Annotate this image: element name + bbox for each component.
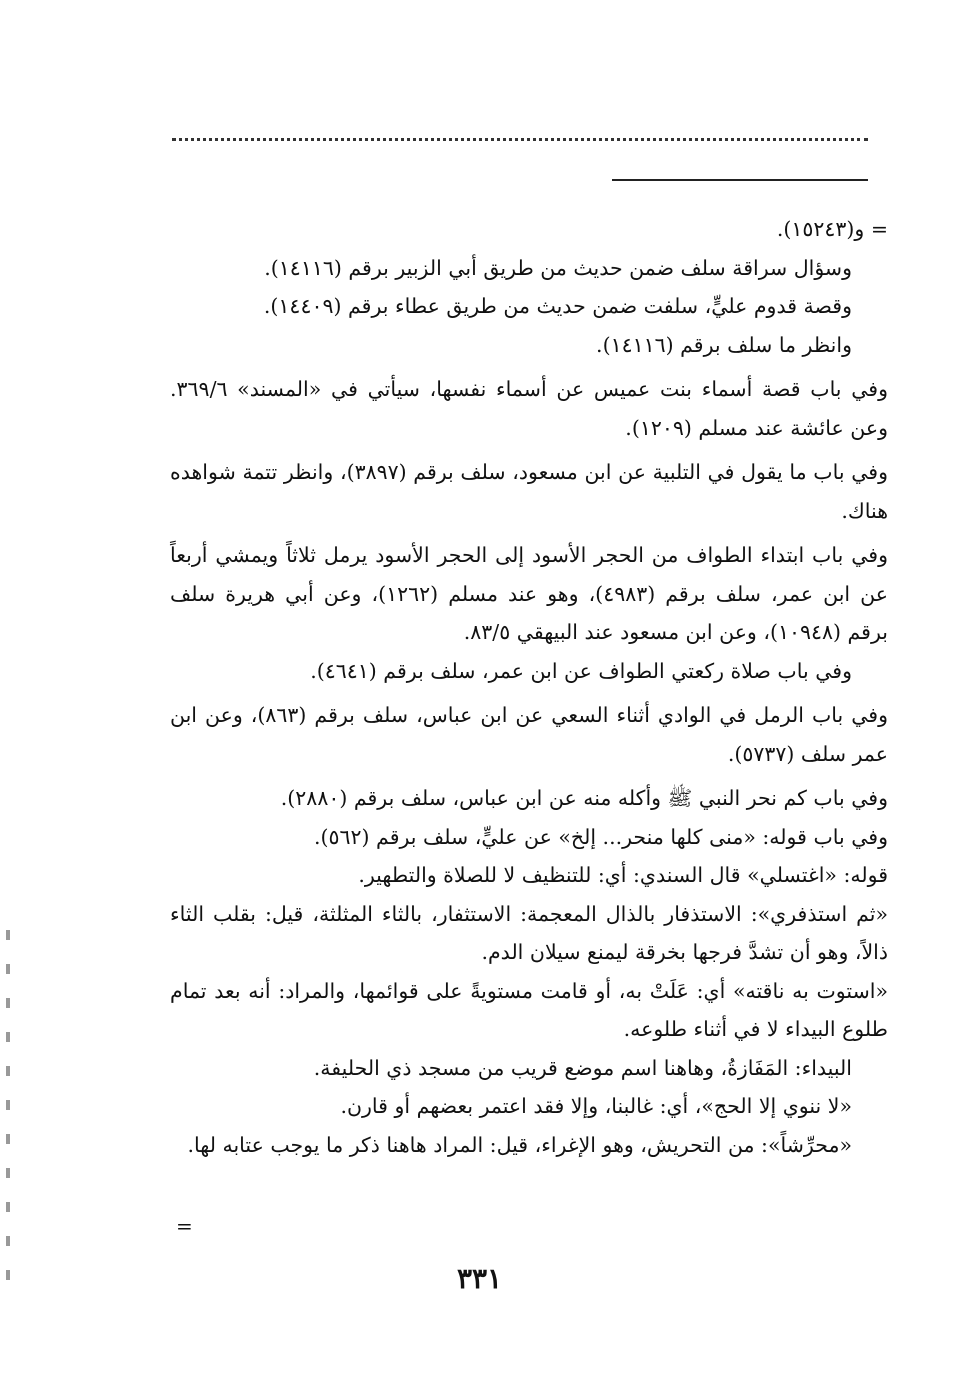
note-paragraph: وفي باب الرمل في الوادي أثناء السعي عن ابن عباس، سلف برقم (٨٦٣)، وعن ابن عمر سلف (٥٧٣٧).	[170, 703, 889, 766]
note-line: البيداء: المَفَازةُ، وهاهنا اسم موضع قريب من مسجد ذي الحليفة.	[313, 1055, 852, 1080]
note-line: وفي باب صلاة ركعتي الطواف عن ابن عمر، سلف برقم (٤٦٤١).	[310, 658, 852, 683]
note-line: وسؤال سراقة سلف ضمن حديث من طريق أبي الزبير برقم (١٤١١٦).	[264, 255, 852, 280]
note-line: وفي باب قوله: «منى كلها منحر... إلخ» عن عليٍّ، سلف برقم (٥٦٢).	[313, 824, 888, 849]
note-line: = و(١٥٢٤٣).	[776, 217, 888, 241]
continuation-mark: =	[176, 1214, 193, 1238]
note-line: وقصة قدوم عليٍّ، سلفت ضمن حديث من طريق عطاء برقم (١٤٤٠٩).	[263, 294, 852, 318]
note-line: وانظر ما سلف برقم (١٤١١٦).	[596, 332, 852, 357]
note-paragraph: وفي باب قصة أسماء بنت عميس عن أسماء نفسها، سيأتي في «المسند» ٣٦٩/٦. وعن عائشة عند مسلم (١٢٠٩).	[170, 377, 888, 440]
footnote-text	[170, 210, 888, 1164]
dotted-separator	[172, 138, 868, 141]
footnote-rule	[612, 179, 868, 181]
note-line: وفي باب كم نحر النبي ﷺ وأكله منه عن ابن عباس، سلف برقم (٢٨٨٠).	[280, 786, 888, 810]
page-number: ٣٣١	[456, 1262, 503, 1295]
note-paragraph: وفي باب ما يقول في التلبية عن ابن مسعود، سلف برقم (٣٨٩٧)، وانظر تتمة شواهده هناك.	[170, 460, 888, 523]
note-line: «لا ننوي إلا الحج»، أي: غالبنا، وإلا فقد اعتمر بعضهم أو قارن.	[340, 1094, 852, 1118]
scan-margin-marks	[6, 930, 10, 1290]
note-paragraph: «ثم استذفري»: الاستذفار بالذال المعجمة: الاستثفار، بالثاء المثلثة، قيل: بقلب الثاء ذالاً، وهو أن تشدَّ فرجها بخرقة ليمنع سيلان الدم.	[170, 901, 888, 964]
note-paragraph: «محرِّشاً»: من التحريش، وهو الإغراء، قيل: المراد هاهنا ذكر ما يوجب عتابه لها.	[187, 1132, 852, 1157]
note-line: قوله: «اغتسلي» قال السندي: أي: للتنظيف لا للصلاة والتطهير.	[358, 863, 888, 887]
note-paragraph: «استوت به ناقته» أي: عَلَتْ به، أو قامت مستويةً على قوائمها، والمراد: أنه بعد تمام طلوع البيداء لا في أثناء طلوعه.	[170, 978, 888, 1041]
note-paragraph: وفي باب ابتداء الطواف من الحجر الأسود إلى الحجر الأسود يرمل ثلاثاً ويمشي أربعاً عن ابن عمر، سلف برقم (٤٩٨٣)، وهو عند مسلم (١٢٦٢)، وعن أبي هريرة سلف برقم (١٠٩٤٨)، وعن ابن مسعود عند البيهقي ٨٣/٥.	[170, 543, 889, 644]
